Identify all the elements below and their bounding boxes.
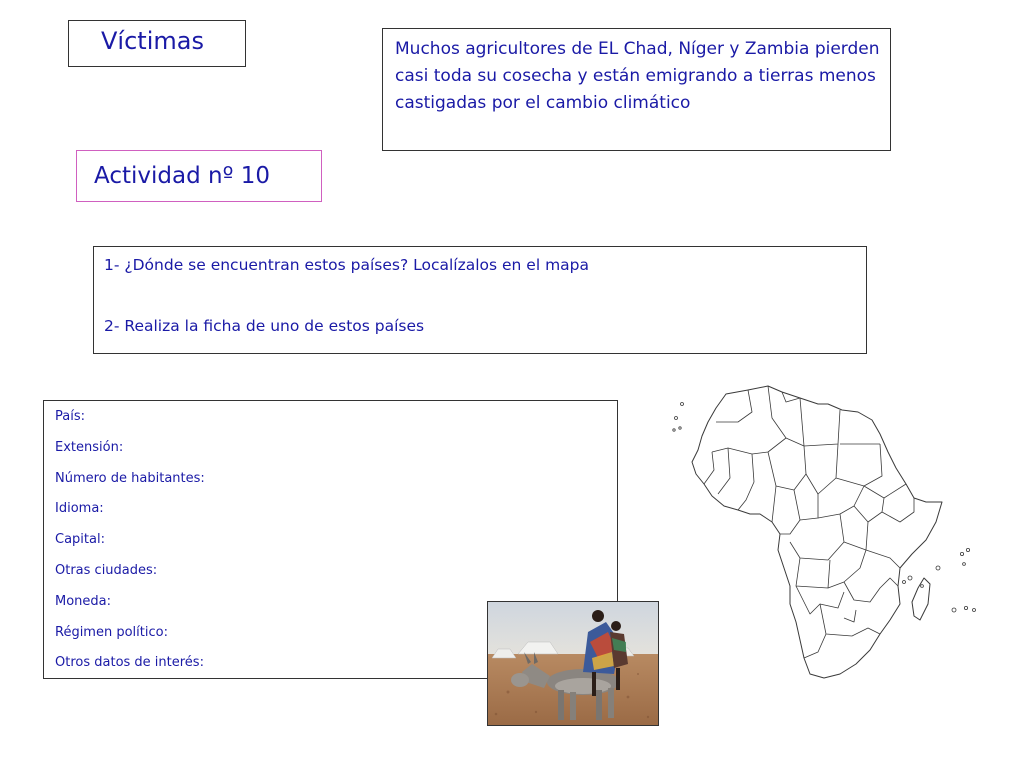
form-field-habitantes: Número de habitantes: [55, 470, 205, 486]
questions-box [93, 246, 867, 354]
question-1: 1- ¿Dónde se encuentran estos países? Localízalos en el mapa [104, 256, 590, 274]
form-field-otros-datos: Otros datos de interés: [55, 655, 204, 671]
page-title: Víctimas [101, 27, 204, 55]
form-field-idioma: Idioma: [55, 501, 104, 517]
intro-text-box [382, 28, 891, 151]
intro-text: Muchos agricultores de EL Chad, Níger y Zambia pierden casi toda su cosecha y están emigrando a tierras menos castigadas por el cambio climático [395, 39, 880, 113]
form-field-moneda: Moneda: [55, 593, 112, 609]
title-box [68, 20, 246, 67]
refugees-photo [487, 601, 659, 726]
africa-outline [692, 386, 942, 678]
form-field-pais: País: [55, 409, 85, 424]
form-field-capital: Capital: [55, 532, 105, 548]
form-field-extension: Extensión: [55, 439, 124, 455]
form-field-regimen: Régimen político: [55, 624, 168, 640]
question-2: 2- Realiza la ficha de uno de estos países [104, 317, 425, 335]
madagascar-outline [912, 578, 930, 620]
africa-map [668, 382, 983, 687]
activity-heading-box [76, 150, 322, 202]
refugees-photo-illustration [488, 602, 659, 726]
form-field-otras-ciudades: Otras ciudades: [55, 562, 158, 578]
activity-heading: Actividad nº 10 [94, 163, 270, 189]
